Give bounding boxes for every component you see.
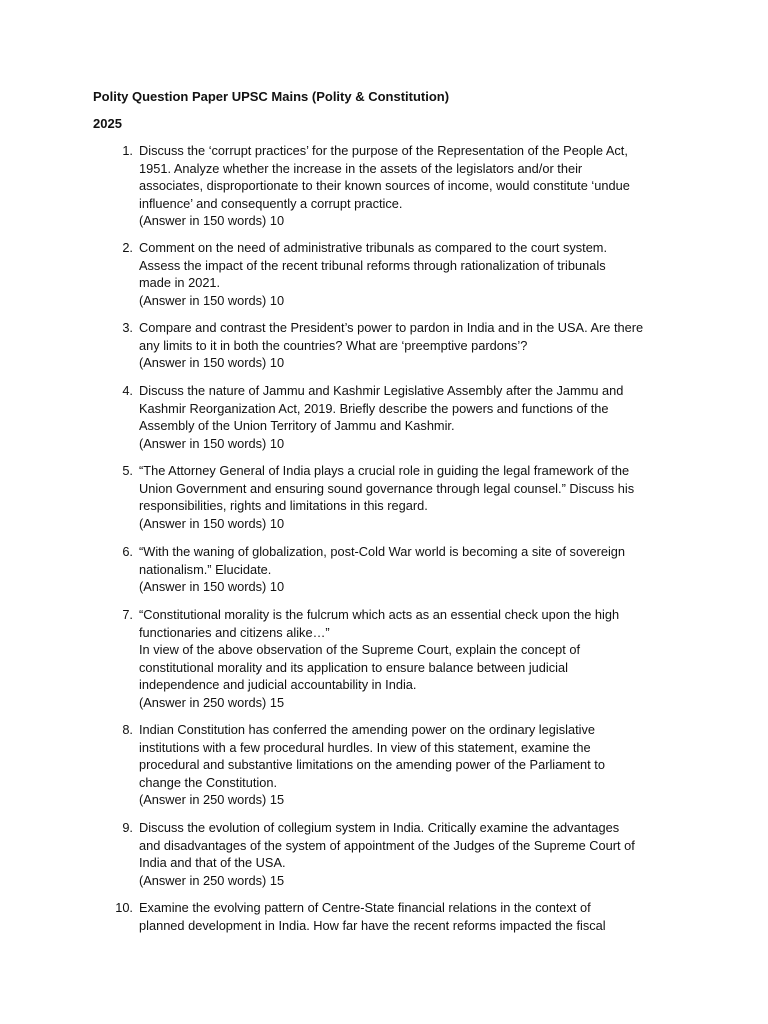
question-number: 5.: [122, 463, 133, 478]
answer-word-limit: (Answer in 250 words) 15: [139, 694, 285, 710]
question-item: [122, 239, 684, 309]
question-number: 6.: [122, 544, 133, 559]
question-text-line: institutions with a few procedural hurdles. In view of this statement, examine the: [139, 739, 591, 755]
question-item: [122, 142, 684, 230]
question-item: [122, 606, 684, 712]
answer-word-limit: (Answer in 150 words) 10: [139, 579, 285, 595]
question-number: 8.: [122, 722, 133, 737]
question-number: 7.: [122, 607, 133, 622]
question-item: [122, 721, 684, 809]
question-text-line: Assess the impact of the recent tribunal reforms through rationalization of tribunals: [139, 257, 606, 273]
question-number: 3.: [122, 320, 133, 335]
exam-year: 2025: [93, 116, 122, 131]
question-text-line: “Constitutional morality is the fulcrum which acts as an essential check upon the high: [139, 607, 620, 622]
question-text-line: India and that of the USA.: [139, 855, 286, 871]
question-item: [122, 543, 684, 596]
answer-word-limit: (Answer in 250 words) 15: [139, 792, 285, 808]
question-number: 4.: [122, 383, 133, 398]
question-text-line: 1951. Analyze whether the increase in the assets of the legislators and/or their: [139, 160, 583, 176]
question-text-line: “The Attorney General of India plays a crucial role in guiding the legal framework of the: [139, 463, 630, 478]
question-text-line: constitutional morality and its application to ensure balance between judicial: [139, 659, 568, 675]
question-text-line: any limits to it in both the countries? What are ‘preemptive pardons’?: [139, 337, 528, 353]
question-number: 2.: [122, 240, 133, 255]
question-text-line: functionaries and citizens alike…”: [139, 624, 330, 640]
question-text-line: procedural and substantive limitations on the amending power of the Parliament to: [139, 757, 605, 773]
answer-word-limit: (Answer in 250 words) 15: [139, 872, 285, 888]
answer-word-limit: (Answer in 150 words) 10: [139, 355, 285, 371]
question-text-line: “With the waning of globalization, post-Cold War world is becoming a site of sovereign: [139, 544, 626, 559]
answer-word-limit: (Answer in 150 words) 10: [139, 435, 285, 451]
question-text-line: change the Constitution.: [139, 774, 278, 790]
question-number: 10.: [115, 900, 133, 915]
question-text-line: Assembly of the Union Territory of Jammu and Kashmir.: [139, 418, 455, 434]
question-text-line: made in 2021.: [139, 275, 221, 291]
answer-word-limit: (Answer in 150 words) 10: [139, 292, 285, 308]
question-text-line: Discuss the nature of Jammu and Kashmir Legislative Assembly after the Jammu and: [139, 383, 624, 398]
question-text-line: In view of the above observation of the Supreme Court, explain the concept of: [139, 642, 581, 658]
question-text-line: Comment on the need of administrative tribunals as compared to the court system.: [139, 240, 608, 255]
question-number: 1.: [122, 143, 133, 158]
page-title: Polity Question Paper UPSC Mains (Polity & Constitution): [93, 89, 450, 104]
question-item: [122, 462, 684, 532]
question-text-line: and disadvantages of the system of appointment of the Judges of the Supreme Court of: [139, 837, 635, 853]
question-text-line: associates, disproportionate to their known sources of income, would constitute ‘undue: [139, 178, 630, 194]
question-item: [122, 319, 684, 372]
question-text-line: Compare and contrast the President’s power to pardon in India and in the USA. Are there: [139, 320, 644, 335]
question-text-line: Examine the evolving pattern of Centre-State financial relations in the context of: [139, 900, 591, 915]
question-text-line: Union Government and ensuring sound governance through legal counsel.” Discuss his: [139, 480, 635, 496]
answer-word-limit: (Answer in 150 words) 10: [139, 515, 285, 531]
question-text-line: Discuss the ‘corrupt practices’ for the purpose of the Representation of the People Act,: [139, 143, 628, 158]
question-number: 9.: [122, 820, 133, 835]
question-text-line: planned development in India. How far have the recent reforms impacted the fiscal: [139, 917, 606, 933]
answer-word-limit: (Answer in 150 words) 10: [139, 213, 285, 229]
question-text-line: nationalism.” Elucidate.: [139, 561, 272, 577]
question-text-line: responsibilities, rights and limitations in this regard.: [139, 498, 428, 514]
question-text-line: Discuss the evolution of collegium system in India. Critically examine the advantages: [139, 820, 620, 835]
question-item: [122, 819, 684, 889]
question-text-line: Kashmir Reorganization Act, 2019. Briefly describe the powers and functions of the: [139, 400, 609, 416]
question-text-line: influence’ and consequently a corrupt practice.: [139, 195, 403, 211]
question-text-line: Indian Constitution has conferred the amending power on the ordinary legislative: [139, 722, 595, 737]
question-item: [115, 899, 684, 934]
question-item: [122, 382, 684, 452]
question-text-line: independence and judicial accountability in India.: [139, 677, 417, 693]
